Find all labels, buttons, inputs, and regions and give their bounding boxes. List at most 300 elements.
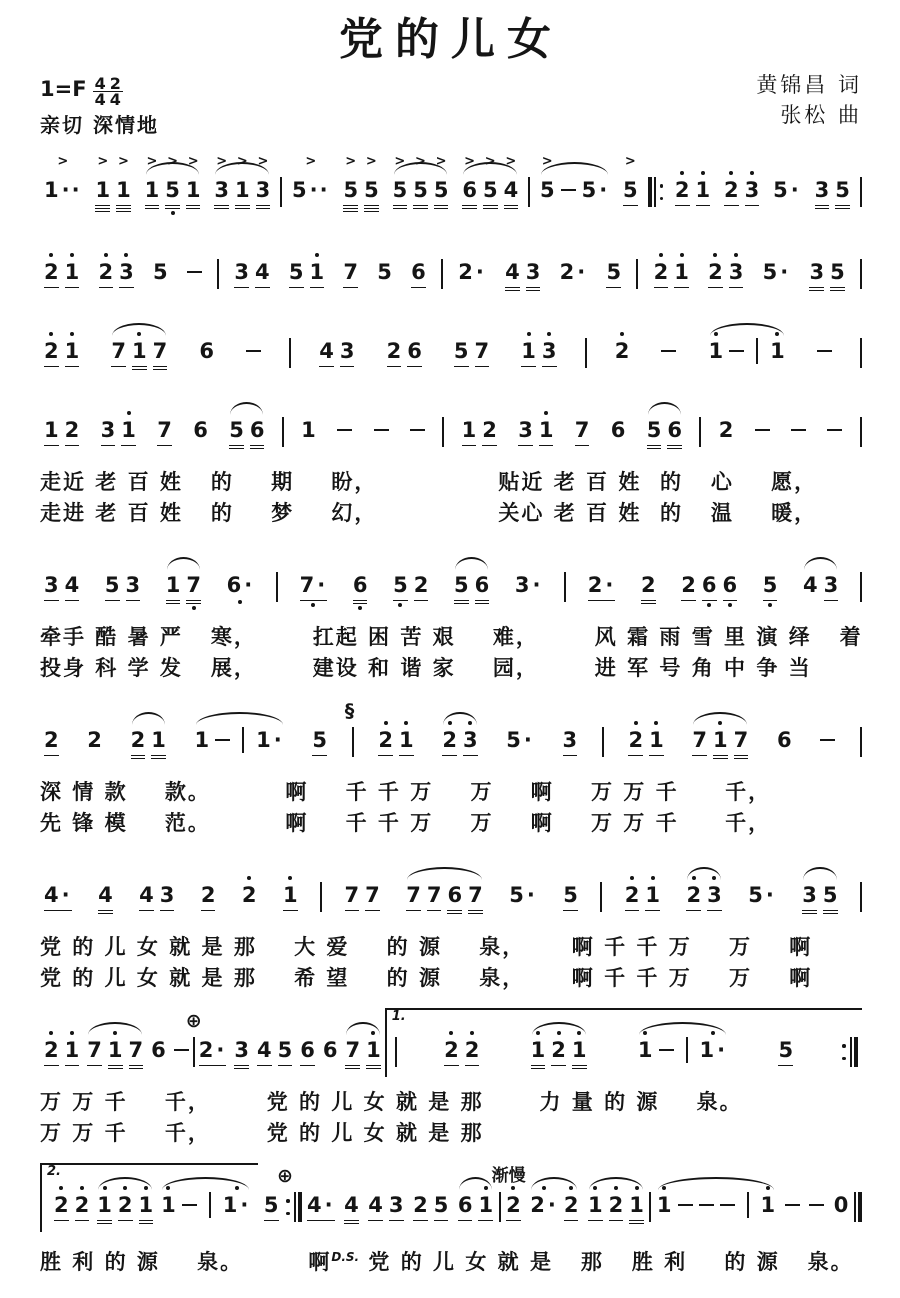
beam-line [131,755,146,756]
note-group [634,1016,731,1077]
beam-line [563,755,578,756]
beam-line [564,1220,579,1221]
beam-line [588,1220,603,1221]
note [340,238,361,296]
augmentation-dot: · [324,1193,335,1217]
lyrics-block [40,622,862,684]
beam-line [444,1065,459,1066]
accent-mark: > [435,154,447,169]
note-digit: 2 [54,1193,69,1217]
note [116,238,137,296]
score [40,148,862,1278]
note-group [230,238,273,296]
note [390,551,411,609]
note-digit: 5 · [506,728,534,752]
augmentation-dot: · [717,1038,728,1062]
note-digit: 3 [541,339,557,363]
beam-line [166,600,181,601]
beam-line [413,205,428,206]
note [408,238,429,296]
augmentation-dot: · [547,1193,558,1217]
note [671,238,692,296]
beam-line [724,205,739,206]
credit-line: 黄锦昌 词 [756,73,862,97]
beam-line [98,913,113,914]
note-group [93,1171,157,1232]
note-group [556,238,592,293]
beam-line [526,287,541,288]
note-digit: 7 [474,339,490,363]
note [72,1171,93,1232]
note-digit: 2 [686,883,702,907]
beam-line [214,205,229,206]
augmentation-dot: · [475,260,486,284]
note-group [759,238,795,293]
beam-line [139,1220,154,1221]
note-digit: 3 [823,573,839,597]
octave-dot-above [527,330,531,338]
beam-line [97,1223,112,1224]
beam-line [447,913,462,914]
beam-line [153,369,168,370]
note [92,156,113,220]
beam-line [442,755,457,756]
note [365,1171,386,1229]
note [196,317,217,372]
note-group [101,551,144,609]
beam-line [823,910,838,911]
note [51,1171,72,1232]
repeat-dots [286,1199,290,1215]
note-digit: 1 [770,339,785,363]
note-group [374,706,417,764]
note-digit: 6 [776,728,792,752]
octave-dot-above [384,719,388,727]
note-digit: 6 [249,418,265,442]
note [560,706,581,764]
note-digit [791,417,806,443]
octave-dot-above [659,251,663,259]
note-digit: 7 [111,339,126,363]
music-line [40,543,862,612]
beam-line [399,755,414,756]
augmentation-dot: · [790,178,801,202]
beam-line [157,445,172,446]
note-group [147,1016,170,1071]
beam-line [606,287,621,288]
note-group [584,551,620,609]
note-group [95,238,138,296]
note-digit: 4 [803,573,818,597]
lyric-line: 先 锋 模 范。 啊 千 千 万 万 啊 万 万 千 千， [40,811,772,835]
note-group [751,396,774,451]
beam-line [307,1220,335,1221]
note-group [91,156,134,220]
note-digit: 3 [728,260,744,284]
beam-line [505,287,520,288]
note [41,317,62,375]
note [472,317,493,375]
note-group [781,1171,804,1226]
beam-line [44,445,59,446]
coda-mark: ⊕ [277,1165,293,1187]
note-digit: 5 [830,260,845,284]
note-digit: 5 [539,178,555,202]
octave-dot-above [104,251,108,259]
octave-dot-above [630,874,634,882]
beam-line [521,366,536,367]
note-group [720,156,763,214]
note [384,317,405,375]
note-digit: 5 [364,178,379,202]
barline [699,417,701,447]
note-digit: 2 [74,1193,90,1217]
beam-line [165,205,180,206]
beam-line [468,913,483,914]
note-group [83,1016,147,1077]
octave-dot-above [651,874,655,882]
octave-dot-above [59,1184,63,1192]
beam-line [132,369,147,370]
note-digit: 3 [744,178,760,202]
dash-note [246,350,261,353]
note-digit: 6 [407,339,422,363]
beam-line [681,600,696,601]
note-digit: 2 [130,728,146,752]
dash-note [678,1204,693,1207]
beam-line [483,205,498,206]
note-digit: 1 [530,1038,546,1062]
beam-line [201,910,216,911]
note [198,861,219,919]
music-line [40,1163,862,1232]
note-digit: 2 [87,728,102,752]
note [557,238,591,293]
note [479,396,500,454]
octave-dot-above [750,169,754,177]
note-group [584,1171,648,1232]
note-digit: 4 [503,178,519,202]
note-group [505,861,541,916]
note-group [288,156,334,211]
beam-line [118,1220,133,1221]
beam-line [518,445,533,446]
note-group [285,238,328,296]
beam-line [539,445,554,446]
note [705,238,726,296]
note-group [450,551,493,612]
ds-mark: D.S. [331,1250,360,1264]
note-digit: 4 · [44,883,72,907]
note-digit [820,727,835,753]
note-group [502,706,538,761]
beam-line [830,290,845,291]
note [638,551,659,612]
time-signature: $\frac{2}{4}$ [109,74,121,109]
beam-line [44,910,72,911]
beam-line [447,910,462,911]
octave-dot-below [768,601,772,609]
note-group [744,861,780,916]
augmentation-dot: ·· [309,178,330,202]
dash-note [561,189,576,192]
beam-line [462,205,477,206]
note-digit: 2 · [458,260,486,284]
note-digit: 5 [377,260,392,284]
note [608,396,629,451]
note [572,396,593,454]
dash-note [337,429,352,432]
augmentation-dot: ·· [61,178,82,202]
beam-line [506,1220,521,1221]
note [316,317,337,375]
note-group [189,396,212,451]
beam-line [505,290,520,291]
note-digit: 1 [151,728,166,752]
note-digit: 2 [413,573,429,597]
note-digit: 2 [718,418,734,442]
note-digit: 7 [343,260,358,284]
beam-line [344,1223,359,1224]
note-digit: 2 [551,1038,566,1062]
note [62,551,83,609]
repeat-dots [660,184,664,200]
note-digit: 6 [667,418,683,442]
note-group [536,156,613,211]
note [252,238,273,296]
note-digit [187,259,202,285]
note-group [440,1016,483,1077]
note [699,551,720,609]
note-digit: 4 [368,1193,383,1217]
note-digit [817,338,832,364]
beam-line [65,287,80,288]
note-digit: 5 [835,178,850,202]
volta-label: 2. [47,1164,61,1179]
beam-line [462,208,477,209]
beam-line [802,910,817,911]
note-digit [659,1037,674,1063]
octave-dot-above [404,719,408,727]
octave-dot-above [315,251,319,259]
lyric-line: 党 的 儿 女 就 是 那 希 望 的 源 泉， 啊 千 千 万 万 啊 [40,966,813,990]
note [362,861,383,919]
note-group [798,861,841,922]
music-line [40,148,862,220]
note-digit: 3 [707,883,722,907]
note [716,396,737,451]
accent-mark: > [345,154,357,169]
dash-note [729,350,744,353]
beam-line [609,1220,624,1221]
note-digit: 2 [464,1038,480,1062]
note-digit: 7 [406,883,421,907]
augmentation-dot: · [240,1193,251,1217]
accent-mark: > [236,154,248,169]
augmentation-dot: · [317,573,328,597]
beam-line [713,755,728,756]
accent-mark: > [187,154,199,169]
note-digit: 7 [365,883,380,907]
barline [636,259,638,289]
octave-dot-above [49,330,53,338]
note-digit: 1 [478,1193,494,1217]
beam-line [65,600,80,601]
note-digit: 2 [413,1193,428,1217]
note-group [458,396,501,454]
note-digit: 5 · [509,883,537,907]
note-digit: 1 [521,339,536,363]
beam-line [475,603,490,604]
note-group [811,156,854,217]
note-digit: 1 [194,728,210,752]
note-group [682,861,725,919]
octave-dot-above [713,251,717,259]
note [451,317,472,375]
beam-line [111,366,126,367]
note-group [40,238,83,296]
note-digit: 1 [107,1038,123,1062]
beam-line [343,208,358,209]
note-group [611,317,634,372]
beam-line [734,755,749,756]
note-digit: 1 [713,728,728,752]
note [536,396,557,454]
beam-line [575,445,590,446]
note-digit: 1 [64,339,80,363]
augmentation-dot: · [523,728,534,752]
note [41,396,62,454]
note-digit [755,417,770,443]
barline [280,177,282,207]
beam-line [44,600,59,601]
beam-line [99,287,114,288]
note-digit: 5 [343,178,359,202]
note-digit: 6 [300,1038,315,1062]
beam-line [434,208,449,209]
note [742,156,763,214]
note-group [805,1171,828,1226]
beam-line [434,205,449,206]
octave-dot-above [680,251,684,259]
note-digit: 5 · [762,260,791,284]
octave-dot-above [470,1029,474,1037]
note-digit: 2 [681,573,696,597]
note [726,238,747,296]
barline [441,259,443,289]
note-digit: 6 [722,573,738,597]
note-digit: 3 [814,178,830,202]
note-digit: 3 [44,573,59,597]
note [462,1016,483,1077]
note-digit: 6 [193,418,208,442]
note [518,317,539,375]
note-digit: 1 [161,1193,176,1217]
octave-dot-above [729,169,733,177]
beam-line [393,205,408,206]
note [651,238,672,296]
note [720,551,741,609]
note [404,317,425,375]
note-digit: 3 [388,1193,404,1217]
note-digit: 2 [200,883,216,907]
lyric-line: 万 万 千 千， 党 的 儿 女 就 是 那 力 量 的 源 泉。 [40,1090,743,1114]
note-group [823,396,846,451]
note-group [279,861,302,919]
note-digit: 5 [762,573,778,597]
note-group [296,551,332,609]
beam-line [654,287,669,288]
note-group [319,1016,342,1071]
beam-line [531,1065,546,1066]
beam-line [312,755,327,756]
note-group [40,1016,83,1074]
beam-line [264,1220,279,1221]
music-line [40,230,862,299]
note [41,156,85,211]
note-digit: 2 [64,418,80,442]
note-group [253,1016,296,1074]
beam-line [44,755,59,756]
beam-line [160,910,175,911]
beam-line [458,1220,473,1221]
note-digit: 2 · [530,1193,558,1217]
beam-line [256,205,271,206]
note [758,1171,779,1226]
note [304,1171,338,1229]
note-digit [246,338,261,364]
note-digit: 1 [138,1193,154,1217]
barline [648,177,666,207]
note [190,396,211,451]
beam-line [667,448,682,449]
beam-line [835,205,850,206]
beam-line [641,600,656,601]
beam-line [815,205,830,206]
note [231,238,252,296]
note-group [787,396,810,451]
note [337,317,358,375]
octave-dot-above [70,330,74,338]
note-group [688,706,752,767]
note [745,861,779,916]
octave-dot-above [80,1184,84,1192]
beam-line [542,366,557,367]
barline [860,727,862,757]
note-digit: 7 [128,1038,144,1062]
note-digit: 3 [234,1038,249,1062]
beam-line [366,1068,381,1069]
note-group [97,396,140,454]
beam-line [75,1220,90,1221]
beam-line [145,208,160,209]
note [239,861,260,916]
beam-line [132,366,147,367]
note [340,156,361,220]
note-group [94,861,117,922]
barline [600,882,602,912]
note [243,317,264,372]
beam-line [364,205,379,206]
dash-note [187,271,202,274]
dash-note [374,429,389,432]
note-digit: 5 [433,1193,449,1217]
note-digit: 1 [44,418,59,442]
note-digit: 1 [649,728,664,752]
augmentation-dot: · [244,573,255,597]
note-digit: 5 [822,883,838,907]
music-line [40,388,862,457]
